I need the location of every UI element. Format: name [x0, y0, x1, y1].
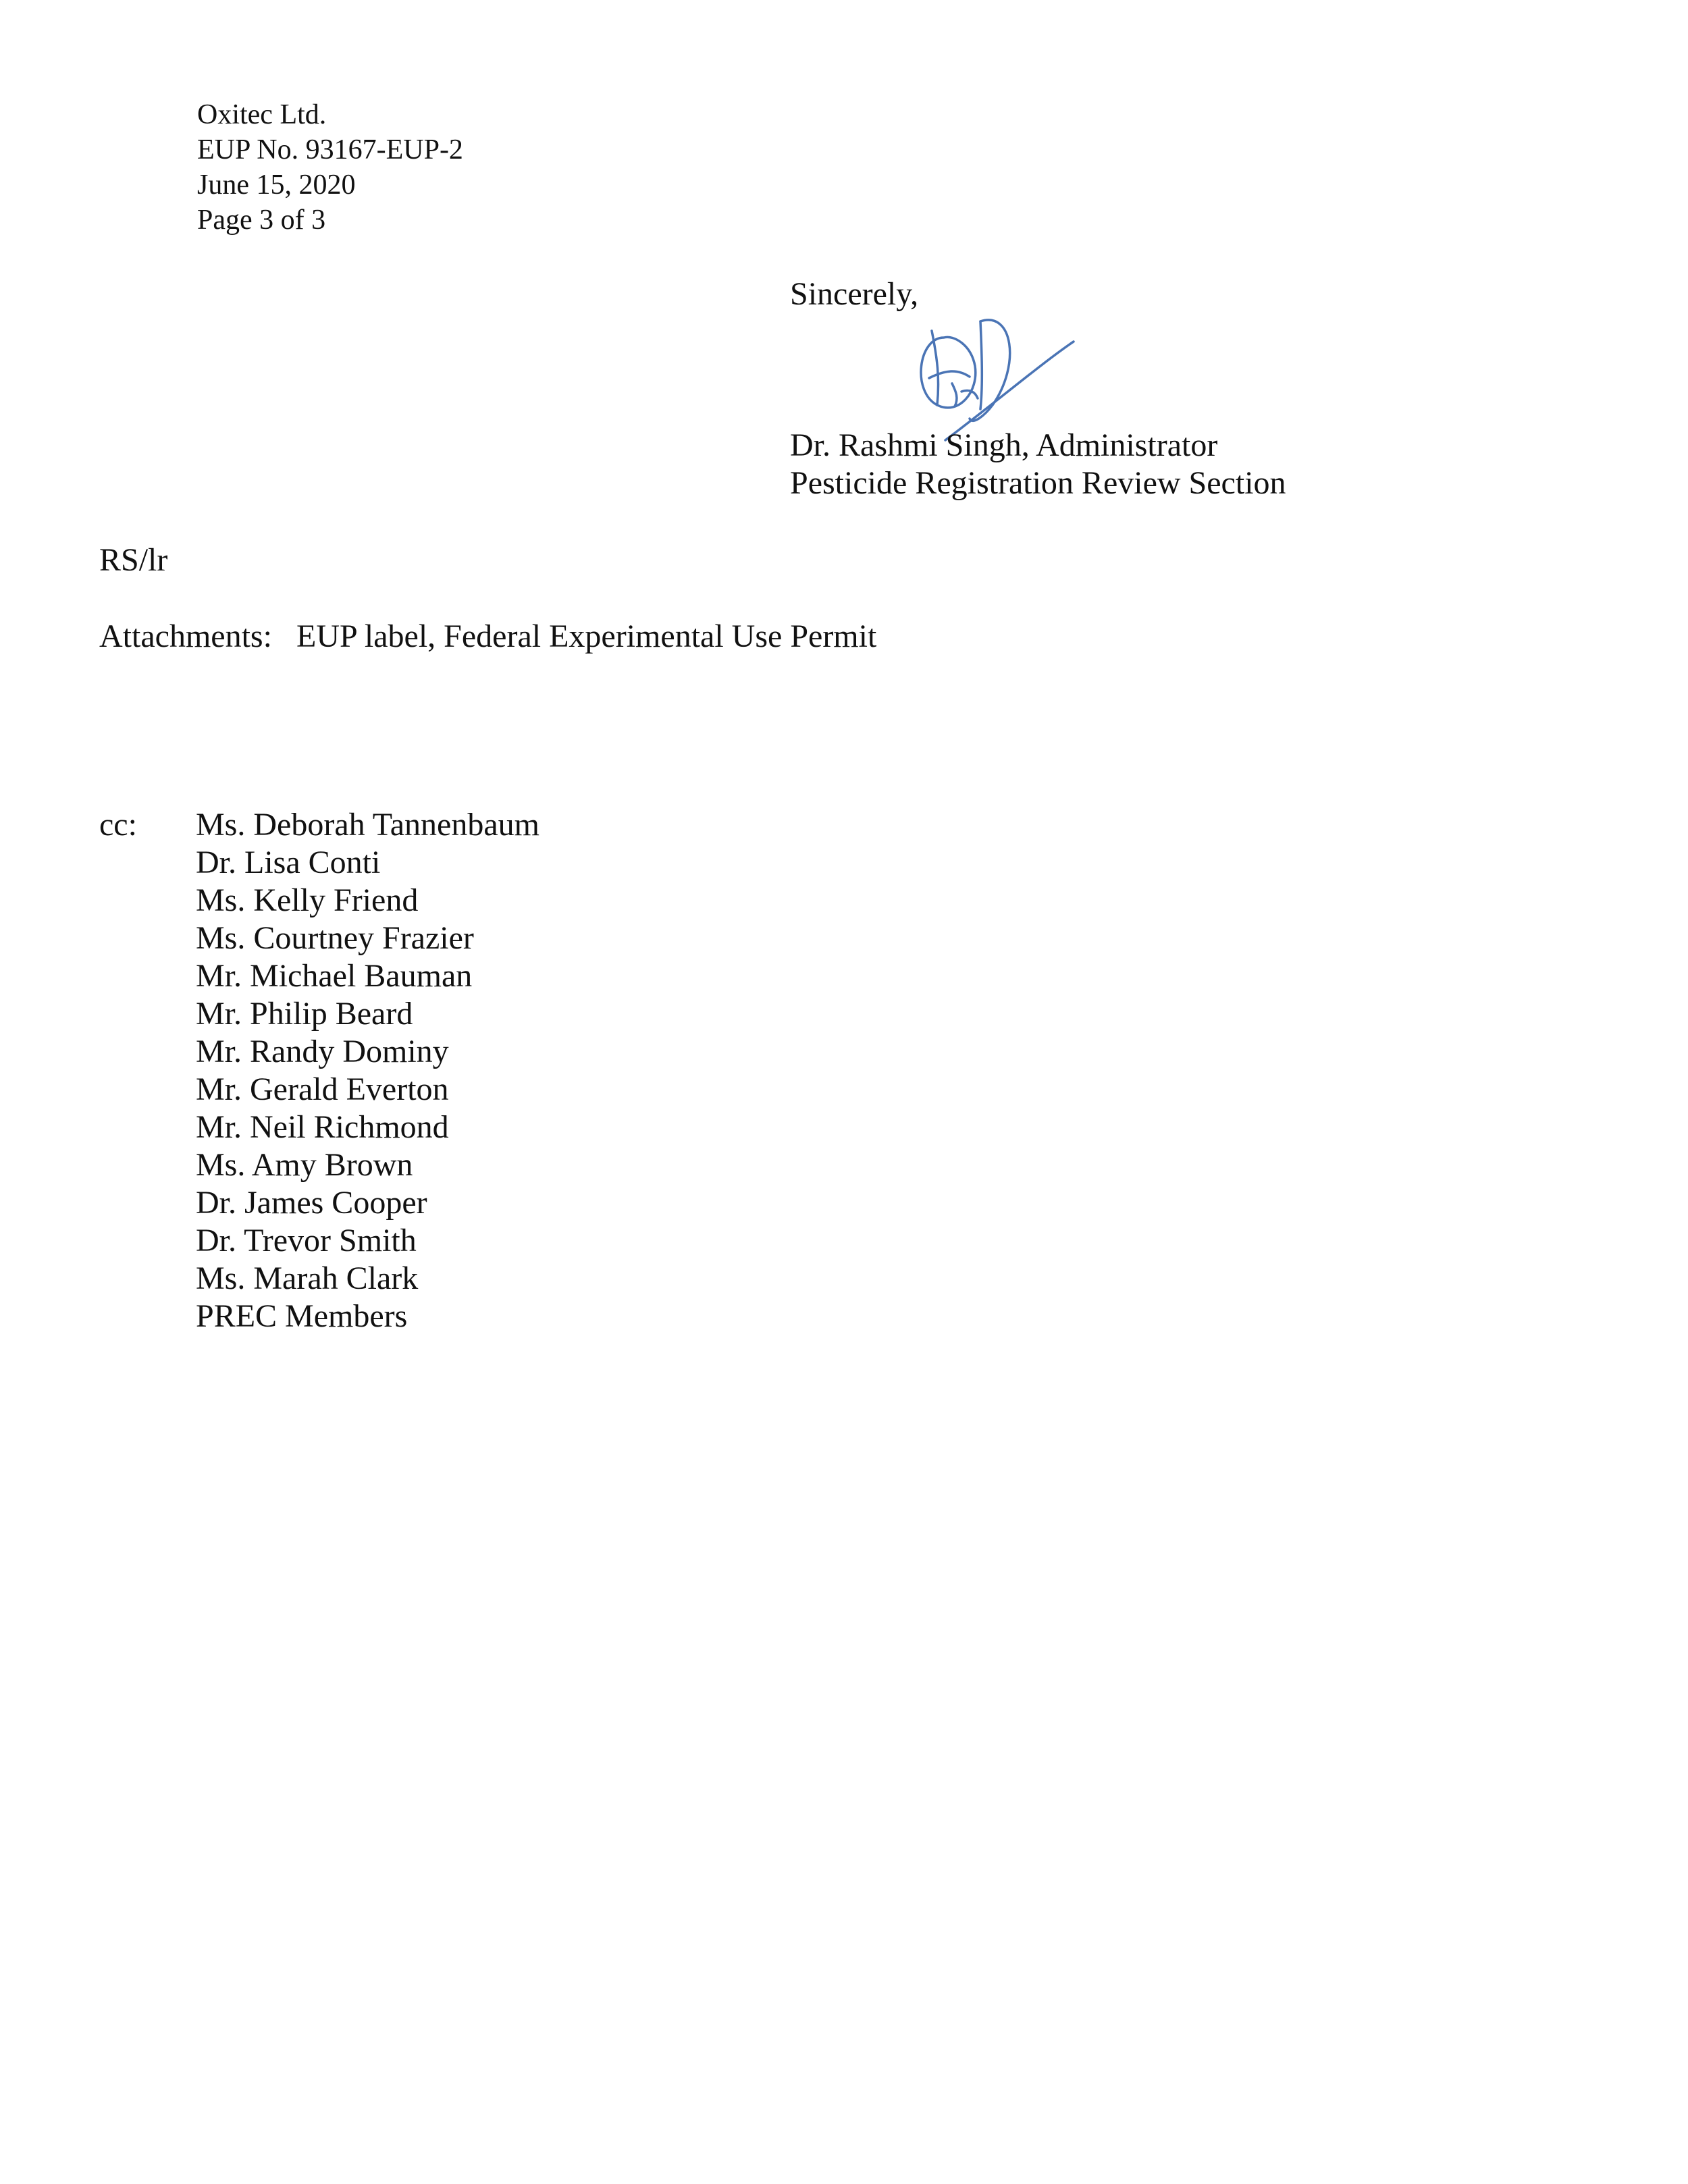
- header-company: Oxitec Ltd.: [197, 99, 327, 130]
- cc-recipient: Ms. Marah Clark: [196, 1260, 419, 1296]
- header-eup-number: EUP No. 93167-EUP-2: [197, 134, 463, 165]
- signature-icon: [905, 290, 1080, 446]
- cc-recipient: Ms. Courtney Frazier: [196, 920, 474, 956]
- signer-section: Pesticide Registration Review Section: [790, 465, 1286, 501]
- header-date: June 15, 2020: [197, 169, 356, 201]
- attachments-label: Attachments:: [99, 618, 272, 654]
- cc-recipient: Dr. Trevor Smith: [196, 1223, 417, 1258]
- cc-recipient: Dr. James Cooper: [196, 1185, 427, 1221]
- cc-recipient: PREC Members: [196, 1298, 408, 1334]
- cc-recipient: Ms. Kelly Friend: [196, 882, 419, 918]
- signer-name: Dr. Rashmi Singh, Administrator: [790, 427, 1218, 463]
- signer-block: [790, 427, 1286, 502]
- cc-label: cc:: [99, 807, 137, 843]
- attachments-line: [99, 618, 876, 656]
- closing-salutation: Sincerely,: [790, 276, 919, 312]
- cc-recipient: Dr. Lisa Conti: [196, 845, 381, 880]
- header-page-number: Page 3 of 3: [197, 205, 326, 236]
- cc-recipient: Mr. Randy Dominy: [196, 1034, 449, 1069]
- page-header: [197, 97, 463, 238]
- attachments-items: EUP label, Federal Experimental Use Permit: [296, 618, 877, 654]
- typist-initials: RS/lr: [99, 542, 168, 578]
- cc-recipient: Ms. Amy Brown: [196, 1147, 413, 1183]
- cc-recipient: Mr. Philip Beard: [196, 996, 413, 1032]
- cc-recipient: Ms. Deborah Tannenbaum: [196, 807, 539, 843]
- cc-recipient-list: [196, 806, 539, 1335]
- cc-recipient: Mr. Neil Richmond: [196, 1109, 449, 1145]
- cc-recipient: Mr. Gerald Everton: [196, 1071, 449, 1107]
- cc-recipient: Mr. Michael Bauman: [196, 958, 473, 994]
